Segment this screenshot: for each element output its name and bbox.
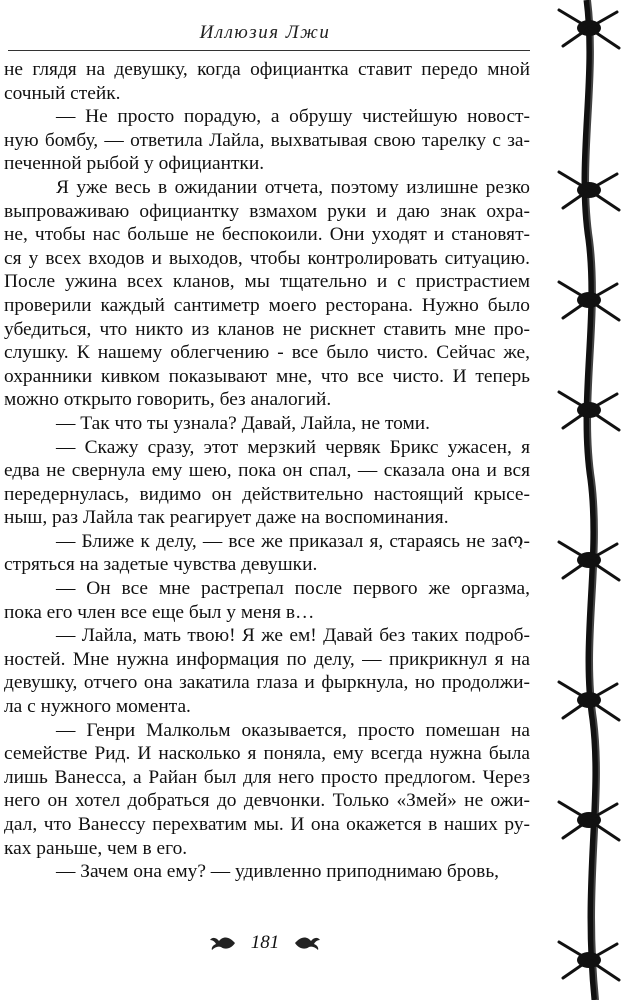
text-line: — Не просто порадую, а обрушу чистейшую новост- [56, 106, 530, 128]
text-line: После ужина всех кланов, мы тщательно и с пристрастием [4, 271, 530, 293]
text-line: — Он все мне растрепал после первого же оргазма, [56, 578, 530, 600]
running-header-title: Иллюзия Лжи [199, 22, 331, 43]
barb-knot [559, 802, 619, 840]
text-line: передернулась, видимо он действительно настоящий крысе- [4, 483, 530, 505]
text-line: не глядя на девушку, когда официантка ставит передо мной [4, 59, 530, 80]
text-line: не, чтобы нас больше не беспокоили. Они уходят и становят- [4, 224, 530, 246]
right-ornament-icon [293, 934, 321, 952]
barb-knot [559, 542, 619, 580]
text-line: слушку. К нашему облегчению - все было чисто. Сейчас же, [4, 342, 530, 364]
text-line: ла с нужного момента. [4, 696, 191, 718]
page-footer [0, 932, 530, 954]
text-line: ную бомбу, — ответила Лайла, выхватывая свою тарелку с за- [4, 129, 530, 151]
text-line: — Скажу сразу, этот мерзкий червяк Брикс ужасен, я [56, 436, 530, 458]
text-line: — Зачем она ему? — удивленно приподнимаю бровь, [56, 861, 500, 883]
text-line: ныш, раз Лайла так реагирует даже на воспоминания. [4, 507, 449, 529]
text-line: проверили каждый сантиметр моего ресторана. Нужно было [4, 294, 530, 316]
text-line: выпроваживаю официантку взмахом руки и даю знак охра- [4, 200, 530, 222]
text-line: можно открыто говорить, без аналогий. [4, 389, 332, 411]
text-line: Я уже весь в ожидании отчета, поэтому излишне резко [56, 176, 530, 198]
text-line: ностей. Мне нужна информация по делу, — прикрикнул я на [4, 648, 530, 670]
header-rule [8, 50, 530, 51]
text-line: едва не свернула ему шею, пока он спал, — сказала она и вся [4, 460, 530, 482]
text-line: — Ближе к делу, — все же приказал я, стараясь не заო- [56, 530, 530, 552]
text-line: — Так что ты узнала? Давай, Лайла, не томи. [56, 412, 430, 434]
text-line: убедиться, что никто из кланов не рискнет ставить мне про- [4, 318, 530, 340]
text-line: девушку, отчего она закатила глаза и фыркнула, но продолжи- [4, 672, 530, 694]
barbed-wire-border [527, 0, 623, 1000]
page-number: 181 [250, 932, 280, 953]
text-line: семействе Рид. И насколько я поняла, ему всегда нужна была [4, 743, 530, 765]
text-line: печенной рыбой у официантки. [4, 153, 265, 175]
text-line: ках раньше, чем в его. [4, 837, 188, 859]
text-line: стряться на задетые чувства девушки. [4, 554, 318, 576]
text-line: ся у всех входов и выходов, чтобы контролировать ситуацию. [4, 247, 530, 269]
text-line: охранники кивком показывают мне, что все чисто. И теперь [4, 365, 530, 387]
text-line: — Лайла, мать твою! Я же ем! Давай без таких подроб- [56, 625, 530, 647]
text-line: — Генри Малкольм оказывается, просто помешан на [56, 719, 530, 741]
text-line: сочный стейк. [4, 82, 121, 104]
text-line: него он хотел добраться до девчонки. Только «Змей» не ожи- [4, 790, 530, 812]
text-line: лишь Ванесса, а Райан был для него просто предлогом. Через [4, 766, 530, 788]
text-line: пока его член все еще был у меня в… [4, 601, 315, 623]
text-line: дал, что Ванессу перехватим мы. И она окажется в наших ру- [4, 814, 530, 835]
left-ornament-icon [209, 934, 237, 952]
body-text [4, 58, 530, 884]
